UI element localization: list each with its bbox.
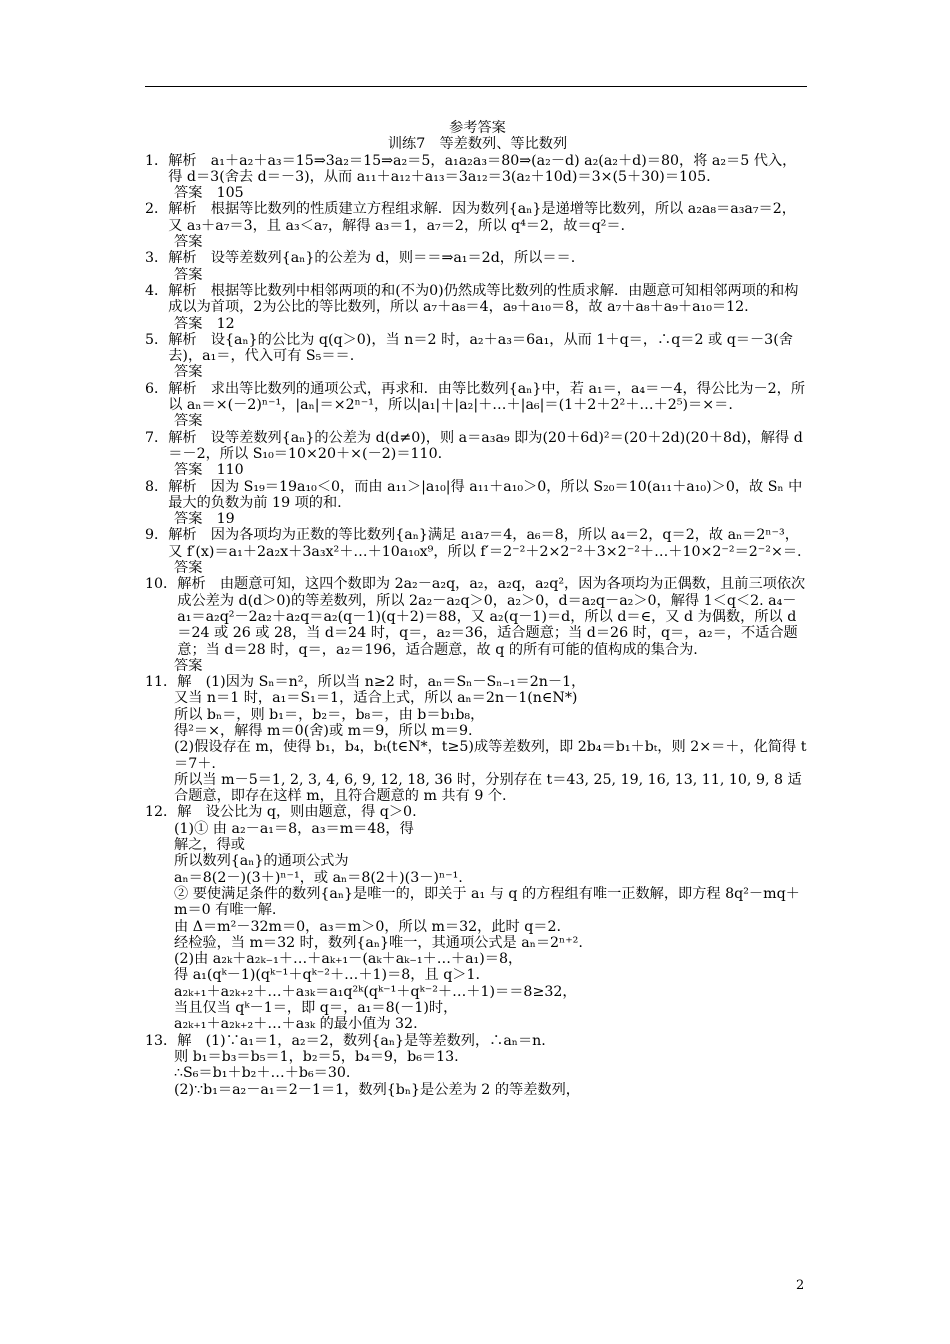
item-number: 6．	[145, 380, 169, 397]
answer-list	[145, 153, 810, 1098]
item-number: 1．	[145, 152, 169, 169]
item-number: 4．	[145, 282, 169, 299]
item-number: 11．	[145, 674, 178, 691]
answer-item	[145, 201, 810, 234]
answer-item	[145, 576, 810, 657]
item-text-line: 解之，得或	[174, 837, 245, 854]
header-rule	[145, 86, 807, 87]
item-text-line: 由 Δ＝m²－32m＝0，a₃＝m＞0，所以 m＝32，此时 q＝2.	[174, 918, 562, 935]
item-text-line: 得²＝×，解得 m＝0(舍)或 m＝9，所以 m＝9.	[174, 722, 473, 739]
item-text-line: 又当 n＝1 时，a₁＝S₁＝1，适合上式，所以 aₙ＝2n－1(n∈N*)	[174, 690, 578, 707]
item-answer: 答案	[174, 266, 203, 283]
item-number: 3．	[145, 250, 169, 267]
answer-item	[145, 283, 810, 316]
item-answer: 答案	[174, 364, 203, 381]
item-answer: 答案	[174, 560, 203, 577]
answer-item	[145, 430, 810, 463]
item-text-line: aₙ＝8(2－)(3＋)ⁿ⁻¹，或 aₙ＝8(2＋)(3－)ⁿ⁻¹.	[174, 869, 463, 886]
answer-item	[145, 527, 810, 560]
item-number: 9．	[145, 527, 169, 544]
item-text: 解析 设等差数列{aₙ}的公差为 d，则＝＝⇒a₁＝2d，所以＝＝.	[168, 250, 576, 267]
item-text-line: ∴S₆＝b₁＋b₂＋…＋b₆＝30.	[174, 1065, 351, 1082]
item-text-line: 所以当 m－5＝1, 2, 3, 4, 6, 9, 12, 18, 36 时，分别存在 t＝43, 25, 19, 16, 13, 11, 10, 9, 8 适合题意，即存在这样 m，且符合题意的 m 共有 9 个.	[174, 771, 802, 805]
item-answer: 答案 110	[174, 462, 244, 479]
page-subtitle: 训练7 等差数列、等比数列	[387, 136, 568, 153]
item-text-line: (2)∵b₁＝a₂－a₁＝2－1＝1，数列{bₙ}是公差为 2 的等差数列，	[174, 1081, 580, 1098]
answer-item	[145, 381, 810, 414]
answer-item	[145, 153, 810, 186]
item-text: 解析 a₁＋a₂＋a₃＝15⇒3a₂＝15⇒a₂＝5，a₁a₂a₃＝80⇒(a₂－d) a₂(a₂＋d)＝80，将 a₂＝5 代入，得 d＝3(舍去 d＝－3)，从而 a₁₁＋a₁₂＋a₁₃＝3a₁₂＝3(a₂＋10d)＝3×(5＋30)＝105.	[168, 152, 797, 185]
item-text: 解 (1)∵a₁＝1，a₂＝2，数列{aₙ}是等差数列，∴aₙ＝n.	[177, 1032, 546, 1049]
item-answer: 答案	[174, 657, 203, 674]
item-text-line: ② 要使满足条件的数列{aₙ}是唯一的，即关于 a₁ 与 q 的方程组有唯一正数解，即方程 8q²－mq＋m＝0 有唯一解.	[174, 885, 800, 919]
answer-item	[145, 674, 810, 690]
item-text: 解 (1)因为 Sₙ＝n²，所以当 n≥2 时，aₙ＝Sₙ－Sₙ₋₁＝2n－1，	[177, 674, 586, 691]
item-number: 13．	[145, 1032, 178, 1049]
item-number: 5．	[145, 331, 169, 348]
item-number: 12．	[145, 804, 178, 821]
answer-item	[145, 250, 810, 266]
item-text-line: (2)假设存在 m，使得 b₁，b₄，bₜ(t∈N*，t≥5)成等差数列，即 2b₄＝b₁＋bₜ，则 2×＝＋，化简得 t＝7＋.	[174, 739, 807, 772]
item-text: 解析 因为各项均为正数的等比数列{aₙ}满足 a₁a₇＝4，a₆＝8，所以 a₄＝2，q＝2，故 aₙ＝2ⁿ⁻³，又 f′(x)＝a₁＋2a₂x＋3a₃x²＋…＋10a₁₀x⁹，所以 f′＝2⁻²＋2×2⁻²＋3×2⁻²＋…＋10×2⁻²＝2⁻²×＝.	[168, 527, 802, 560]
item-text-line: 所以 bₙ＝，则 b₁＝，b₂＝，b₈＝，由 b＝b₁b₈，	[174, 706, 485, 723]
item-text-line: (1)① 由 a₂－a₁＝8，a₃＝m＝48，得	[174, 820, 414, 837]
answer-item	[145, 804, 810, 820]
item-text: 解析 设{aₙ}的公比为 q(q＞0)，当 n＝2 时，a₂＋a₃＝6a₁，从而 1＋q＝，∴q＝2 或 q＝－3(舍去)，a₁＝，代入可有 S₅＝＝.	[168, 331, 793, 365]
item-text: 解析 求出等比数列的通项公式，再求和．由等比数列{aₙ}中，若 a₁＝，a₄＝－4，得公比为－2，所以 aₙ＝×(－2)ⁿ⁻¹，|aₙ|＝×2ⁿ⁻¹，所以|a₁|＋|a₂|＋…＋|a₆|＝(1＋2＋2²＋…＋2⁵)＝×＝.	[168, 380, 806, 414]
item-answer: 答案	[174, 413, 203, 430]
answer-document	[145, 120, 810, 1098]
item-text: 解析 因为 S₁₉＝19a₁₀＜0，而由 a₁₁＞|a₁₀|得 a₁₁＋a₁₀＞0，所以 S₂₀＝10(a₁₁＋a₁₀)＞0，故 Sₙ 中最大的负数为前 19 项的和.	[168, 478, 803, 511]
item-text-line: a₂ₖ₊₁＋a₂ₖ₊₂＋…＋a₃ₖ 的最小值为 32.	[174, 1016, 418, 1033]
page-title: 参考答案	[449, 120, 506, 136]
item-answer: 答案	[174, 234, 203, 251]
item-text-line: 得 a₁(qᵏ－1)(qᵏ⁻¹＋qᵏ⁻²＋…＋1)＝8，且 q＞1.	[174, 967, 481, 984]
item-text: 解析 由题意可知，这四个数即为 2a₂－a₂q，a₂，a₂q，a₂q²，因为各项均为正偶数，且前三项依次成公差为 d(d＞0)的等差数列，所以 2a₂－a₂q＞0，a₂＞0，d＝a₂q－a₂＞0，解得 1＜q＜2. a₄－a₁＝a₂q²－2a₂＋a₂q＝a₂(q－1)(q＋2)＝88，又 a₂(q－1)＝d，所以 d＝∈，又 d 为偶数，所以 d＝24 或 26 或 28，当 d＝24 时，q＝，a₂＝36，适合题意；当 d＝26 时，q＝，a₂＝，不适合题意；当 d＝28 时，q＝，a₂＝196，适合题意，故 q 的所有可能的值构成的集合为.	[177, 576, 806, 658]
answer-item	[145, 1033, 810, 1049]
item-text: 解析 根据等比数列中相邻两项的和(不为0)仍然成等比数列的性质求解．由题意可知相邻两项的和构成以为首项，2为公比的等比数列，所以 a₇＋a₈＝4，a₉＋a₁₀＝8，故 a₇＋a₈＋a₉＋a₁₀＝12.	[168, 282, 799, 316]
item-text-line: (2)由 a₂ₖ＋a₂ₖ₋₁＋…＋aₖ₊₁－(aₖ＋aₖ₋₁＋…＋a₁)＝8，	[174, 951, 523, 968]
item-number: 8．	[145, 478, 169, 495]
answer-item	[145, 332, 810, 365]
item-text: 解析 设等差数列{aₙ}的公差为 d(d≠0)，则 a＝a₃a₉ 即为(20＋6d)²＝(20＋2d)(20＋8d)，解得 d＝－2，所以 S₁₀＝10×20＋×(－2)＝110.	[168, 429, 803, 462]
item-text-line: 则 b₁＝b₃＝b₅＝1，b₂＝5，b₄＝9，b₆＝13.	[174, 1048, 459, 1065]
item-number: 10．	[145, 576, 178, 593]
page-number: 2	[796, 1278, 805, 1293]
item-text-line: 经检验，当 m＝32 时，数列{aₙ}唯一，其通项公式是 aₙ＝2ⁿ⁺².	[174, 934, 583, 951]
item-number: 2．	[145, 201, 169, 218]
item-answer: 答案 12	[174, 315, 235, 332]
item-number: 7．	[145, 429, 169, 446]
item-text-line: a₂ₖ₊₁＋a₂ₖ₊₂＋…＋a₃ₖ＝a₁q²ᵏ(qᵏ⁻¹＋qᵏ⁻²＋…＋1)＝＝8≥32，	[174, 983, 577, 1000]
item-text: 解 设公比为 q，则由题意，得 q＞0.	[177, 804, 417, 821]
item-text-line: 当且仅当 qᵏ－1＝，即 q＝，a₁＝8(－1)时，	[174, 1000, 458, 1017]
item-answer: 答案 19	[174, 511, 235, 528]
answer-item	[145, 479, 810, 512]
item-text-line: 所以数列{aₙ}的通项公式为	[174, 853, 349, 870]
item-text: 解析 根据等比数列的性质建立方程组求解．因为数列{aₙ}是递增等比数列，所以 a₂a₈＝a₃a₇＝2，又 a₃＋a₇＝3，且 a₃＜a₇，解得 a₃＝1，a₇＝2，所以 q⁴＝2，故＝q²＝.	[168, 201, 796, 234]
item-answer: 答案 105	[174, 185, 244, 202]
